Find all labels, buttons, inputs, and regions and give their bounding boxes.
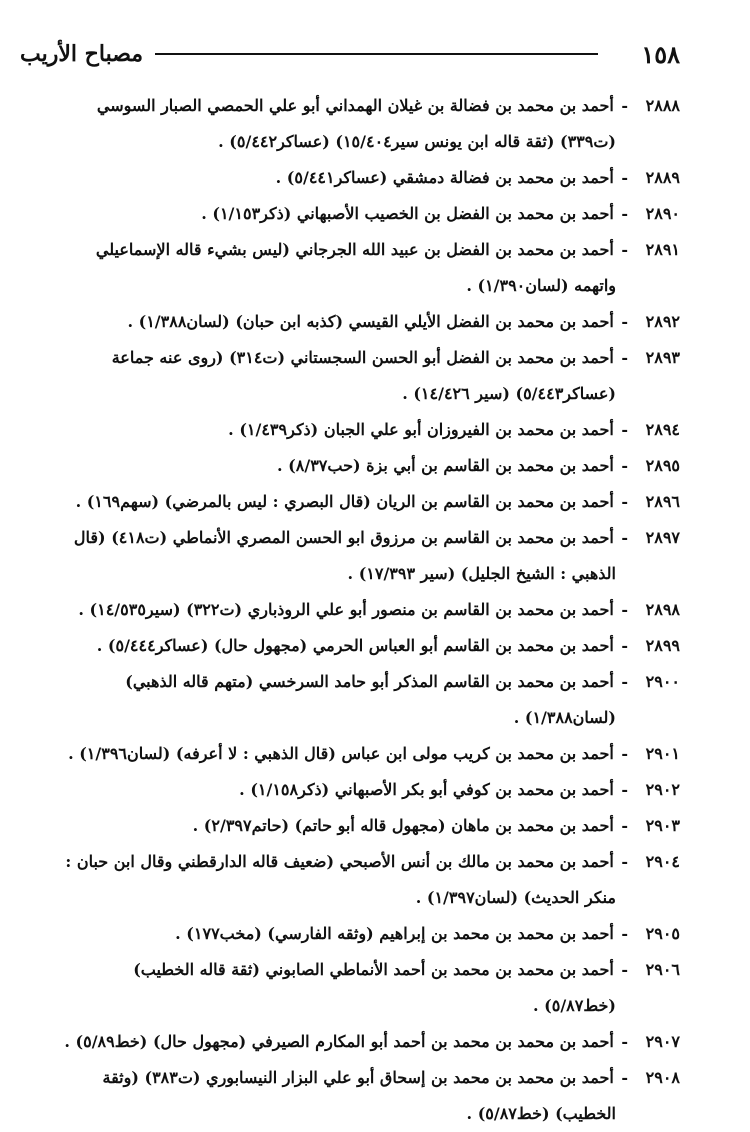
entry-number: ٢٩٠٦ — [645, 960, 680, 979]
entry-text: أحمد بن محمد بن القاسم بن مرزوق ابو الحسن المصري الأنماطي (ت٤١٨) (قال الذهبي : الشيخ الجليل) (سير ١٧/٣٩٣) . — [73, 528, 616, 583]
entry-text: أحمد بن محمد بن ماهان (مجهول قاله أبو حاتم) (حاتم٢/٣٩٧) . — [192, 816, 614, 835]
entry-number: ٢٩٠١ — [645, 744, 680, 763]
entry-2893: ٢٨٩٣- أحمد بن محمد بن الفضل أبو الحسن السجستاني (ت٣١٤) (روى عنه جماعة (عساكر٥/٤٤٣) (سير ١٤/٤٢٦) . — [62, 340, 680, 412]
entry-text: أحمد بن محمد بن الفيروزان أبو علي الجبان (ذكر١/٤٣٩) . — [228, 420, 614, 439]
entry-text: أحمد بن محمد بن محمد بن إبراهيم (وثقه الفارسي) (مخب١٧٧) . — [175, 924, 614, 943]
entry-number: ٢٨٩٣ — [645, 348, 680, 367]
entry-number: ٢٩٠٤ — [645, 852, 680, 871]
entry-number: ٢٩٠٧ — [645, 1032, 680, 1051]
entry-number: ٢٩٠٨ — [645, 1068, 680, 1087]
entry-number: ٢٨٩٢ — [645, 312, 680, 331]
entry-2892: ٢٨٩٢- أحمد بن محمد بن الفضل الأيلي القيسي (كذبه ابن حبان) (لسان١/٣٨٨) . — [62, 304, 680, 340]
entry-2902: ٢٩٠٢- أحمد بن محمد بن كوفي أبو بكر الأصبهاني (ذكر١/١٥٨) . — [62, 772, 680, 808]
page-header — [20, 34, 680, 74]
entry-2891: ٢٨٩١- أحمد بن محمد بن الفضل بن عبيد الله الجرجاني (ليس بشيء قاله الإسماعيلي واتهمه (لسان١/٣٩٠) . — [62, 232, 680, 304]
entry-number: ٢٩٠٢ — [645, 780, 680, 799]
page-number: ١٥٨ — [641, 39, 680, 69]
entry-text: أحمد بن محمد بن فضالة بن غيلان الهمداني أبو علي الحمصي الصبار السوسي (ت٣٣٩) (ثقة قاله ابن يونس سير١٥/٤٠٤) (عساكر٥/٤٤٢) . — [96, 96, 616, 151]
entry-2896: ٢٨٩٦- أحمد بن محمد بن القاسم بن الريان (قال البصري : ليس بالمرضي) (سهم١٦٩) . — [62, 484, 680, 520]
book-title: مصباح الأريب — [20, 41, 144, 67]
entry-text: أحمد بن محمد بن القاسم أبو العباس الحرمي (مجهول حال) (عساكر٥/٤٤٤) . — [96, 636, 614, 655]
entry-2898: ٢٨٩٨- أحمد بن محمد بن القاسم بن منصور أبو علي الروذباري (ت٣٢٢) (سير١٤/٥٣٥) . — [62, 592, 680, 628]
entry-text: أحمد بن محمد بن محمد بن أحمد أبو المكارم الصيرفي (مجهول حال) (خط٥/٨٩) . — [64, 1032, 614, 1051]
entry-text: أحمد بن محمد بن محمد بن أحمد الأنماطي الصابوني (ثقة قاله الخطيب) (خط٥/٨٧) . — [133, 960, 616, 1015]
entry-text: أحمد بن محمد بن محمد بن إسحاق أبو علي البزار النيسابوري (ت٣٨٣) (وثقة الخطيب) (خط٥/٨٧) . — [102, 1068, 616, 1123]
entry-number: ٢٨٩٨ — [645, 600, 680, 619]
entry-text: أحمد بن محمد بن كريب مولى ابن عباس (قال الذهبي : لا أعرفه) (لسان١/٣٩٦) . — [68, 744, 614, 763]
entry-text: أحمد بن محمد بن فضالة دمشقي (عساكر٥/٤٤١) . — [275, 168, 614, 187]
entry-2906: ٢٩٠٦- أحمد بن محمد بن محمد بن أحمد الأنماطي الصابوني (ثقة قاله الخطيب) (خط٥/٨٧) . — [62, 952, 680, 1024]
entry-2905: ٢٩٠٥- أحمد بن محمد بن محمد بن إبراهيم (وثقه الفارسي) (مخب١٧٧) . — [62, 916, 680, 952]
entry-number: ٢٨٩١ — [645, 240, 680, 259]
entry-number: ٢٩٠٠ — [645, 672, 680, 691]
entry-number: ٢٨٩٧ — [645, 528, 680, 547]
entry-text: أحمد بن محمد بن الفضل بن عبيد الله الجرجاني (ليس بشيء قاله الإسماعيلي واتهمه (لسان١/٣٩٠) . — [95, 240, 616, 295]
entry-text: أحمد بن محمد بن القاسم بن أبي بزة (حب٨/٣٧) . — [277, 456, 614, 475]
entry-2894: ٢٨٩٤- أحمد بن محمد بن الفيروزان أبو علي الجبان (ذكر١/٤٣٩) . — [62, 412, 680, 448]
entry-text: أحمد بن محمد بن الفضل أبو الحسن السجستاني (ت٣١٤) (روى عنه جماعة (عساكر٥/٤٤٣) (سير ١٤/٤٢٦) . — [111, 348, 616, 403]
entry-text: أحمد بن محمد بن القاسم بن منصور أبو علي الروذباري (ت٣٢٢) (سير١٤/٥٣٥) . — [78, 600, 614, 619]
entry-2889: ٢٨٨٩- أحمد بن محمد بن فضالة دمشقي (عساكر٥/٤٤١) . — [62, 160, 680, 196]
entry-number: ٢٨٨٨ — [645, 96, 680, 115]
entry-2897: ٢٨٩٧- أحمد بن محمد بن القاسم بن مرزوق ابو الحسن المصري الأنماطي (ت٤١٨) (قال الذهبي : الشيخ الجليل) (سير ١٧/٣٩٣) . — [62, 520, 680, 592]
entry-number: ٢٩٠٥ — [645, 924, 680, 943]
entry-number: ٢٨٩٦ — [645, 492, 680, 511]
entry-2890: ٢٨٩٠- أحمد بن محمد بن الفضل بن الخصيب الأصبهاني (ذكر١/١٥٣) . — [62, 196, 680, 232]
entry-number: ٢٨٨٩ — [645, 168, 680, 187]
entry-number: ٢٨٩٠ — [645, 204, 680, 223]
entry-2900: ٢٩٠٠- أحمد بن محمد بن القاسم المذكر أبو حامد السرخسي (متهم قاله الذهبي) (لسان١/٣٨٨) . — [62, 664, 680, 736]
entry-2903: ٢٩٠٣- أحمد بن محمد بن ماهان (مجهول قاله أبو حاتم) (حاتم٢/٣٩٧) . — [62, 808, 680, 844]
entry-2895: ٢٨٩٥- أحمد بن محمد بن القاسم بن أبي بزة (حب٨/٣٧) . — [62, 448, 680, 484]
entry-number: ٢٨٩٩ — [645, 636, 680, 655]
entry-list — [62, 88, 680, 1132]
header-rule — [155, 53, 598, 55]
entry-text: أحمد بن محمد بن مالك بن أنس الأصبحي (ضعيف قاله الدارقطني وقال ابن حبان : منكر الحديث) (لسان١/٣٩٧) . — [65, 852, 616, 907]
entry-text: أحمد بن محمد بن الفضل بن الخصيب الأصبهاني (ذكر١/١٥٣) . — [201, 204, 614, 223]
entry-2908: ٢٩٠٨- أحمد بن محمد بن محمد بن إسحاق أبو علي البزار النيسابوري (ت٣٨٣) (وثقة الخطيب) (خط٥/٨٧) . — [62, 1060, 680, 1132]
entry-2888: ٢٨٨٨- أحمد بن محمد بن فضالة بن غيلان الهمداني أبو علي الحمصي الصبار السوسي (ت٣٣٩) (ثقة قاله ابن يونس سير١٥/٤٠٤) (عساكر٥/٤٤٢) . — [62, 88, 680, 160]
entry-2899: ٢٨٩٩- أحمد بن محمد بن القاسم أبو العباس الحرمي (مجهول حال) (عساكر٥/٤٤٤) . — [62, 628, 680, 664]
entry-text: أحمد بن محمد بن الفضل الأيلي القيسي (كذبه ابن حبان) (لسان١/٣٨٨) . — [127, 312, 614, 331]
entry-2904: ٢٩٠٤- أحمد بن محمد بن مالك بن أنس الأصبحي (ضعيف قاله الدارقطني وقال ابن حبان : منكر الحديث) (لسان١/٣٩٧) . — [62, 844, 680, 916]
entry-number: ٢٩٠٣ — [645, 816, 680, 835]
entry-text: أحمد بن محمد بن القاسم بن الريان (قال البصري : ليس بالمرضي) (سهم١٦٩) . — [75, 492, 614, 511]
entry-2907: ٢٩٠٧- أحمد بن محمد بن محمد بن أحمد أبو المكارم الصيرفي (مجهول حال) (خط٥/٨٩) . — [62, 1024, 680, 1060]
entry-number: ٢٨٩٤ — [645, 420, 680, 439]
entry-2901: ٢٩٠١- أحمد بن محمد بن كريب مولى ابن عباس (قال الذهبي : لا أعرفه) (لسان١/٣٩٦) . — [62, 736, 680, 772]
entry-number: ٢٨٩٥ — [645, 456, 680, 475]
entry-text: أحمد بن محمد بن القاسم المذكر أبو حامد السرخسي (متهم قاله الذهبي) (لسان١/٣٨٨) . — [125, 672, 616, 727]
entry-text: أحمد بن محمد بن كوفي أبو بكر الأصبهاني (ذكر١/١٥٨) . — [239, 780, 614, 799]
